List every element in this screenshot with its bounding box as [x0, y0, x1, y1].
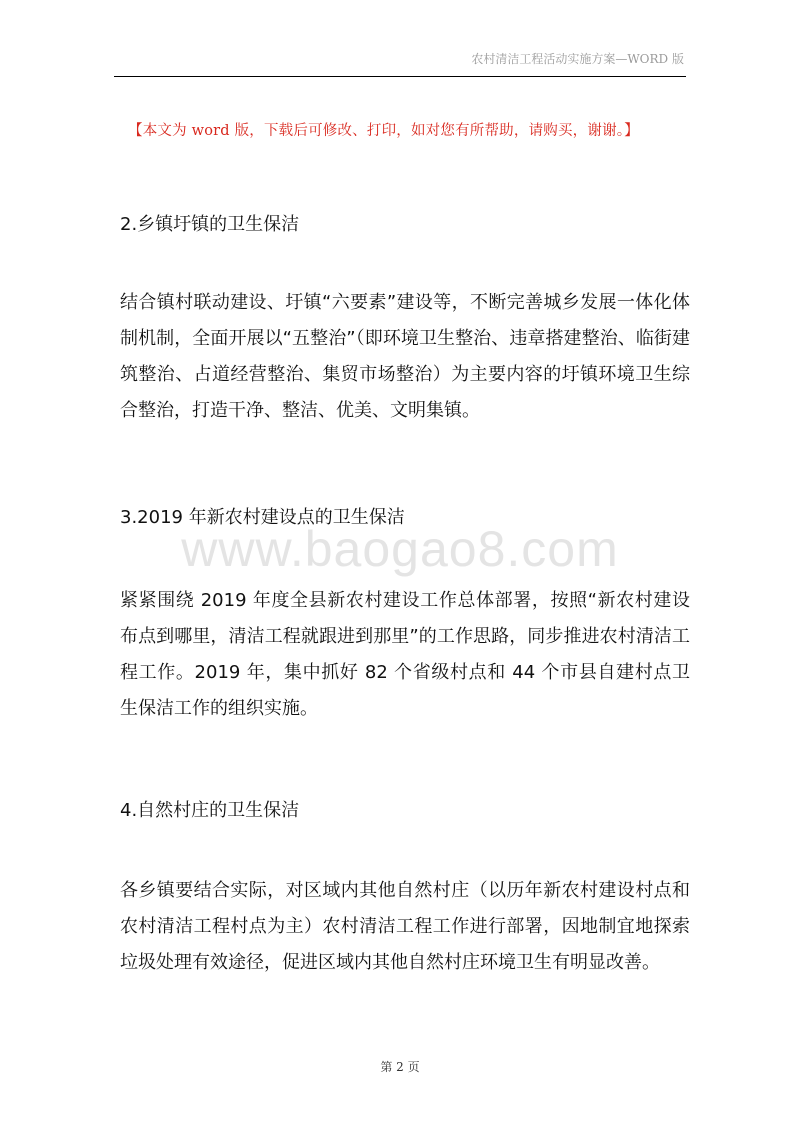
header-divider	[114, 76, 686, 77]
section-paragraph-3: 紧紧围绕 2019 年度全县新农村建设工作总体部署，按照“新农村建设布点到哪里，清洁工程就跟进到那里”的工作思路，同步推进农村清洁工程工作。2019 年，集中抓好 82 个省级村点和 44 个市县自建村点卫生保洁工作的组织实施。	[120, 590, 690, 719]
purchase-notice: 【本文为 word 版，下载后可修改、打印，如对您有所帮助，请购买，谢谢。】	[128, 123, 639, 139]
document-header-title: 农村清洁工程活动实施方案—WORD 版	[471, 52, 684, 66]
section-heading-2: 2.乡镇圩镇的卫生保洁	[120, 214, 300, 235]
section-heading-3: 3.2019 年新农村建设点的卫生保洁	[120, 507, 405, 528]
section-paragraph-4: 各乡镇要结合实际，对区域内其他自然村庄（以历年新农村建设村点和农村清洁工程村点为主）农村清洁工程工作进行部署，因地制宜地探索垃圾处理有效途径，促进区域内其他自然村庄环境卫生有明显改善。	[120, 880, 690, 973]
watermark: www.baogao8.com	[181, 521, 619, 577]
page-number: 第 2 页	[380, 1060, 420, 1074]
section-paragraph-2: 结合镇村联动建设、圩镇“六要素”建设等，不断完善城乡发展一体化体制机制，全面开展以“五整治”（即环境卫生整治、违章搭建整治、临街建筑整治、占道经营整治、集贸市场整治）为主要内容的圩镇环境卫生综合整治，打造干净、整洁、优美、文明集镇。	[120, 292, 690, 421]
section-heading-4: 4.自然村庄的卫生保洁	[120, 800, 300, 821]
